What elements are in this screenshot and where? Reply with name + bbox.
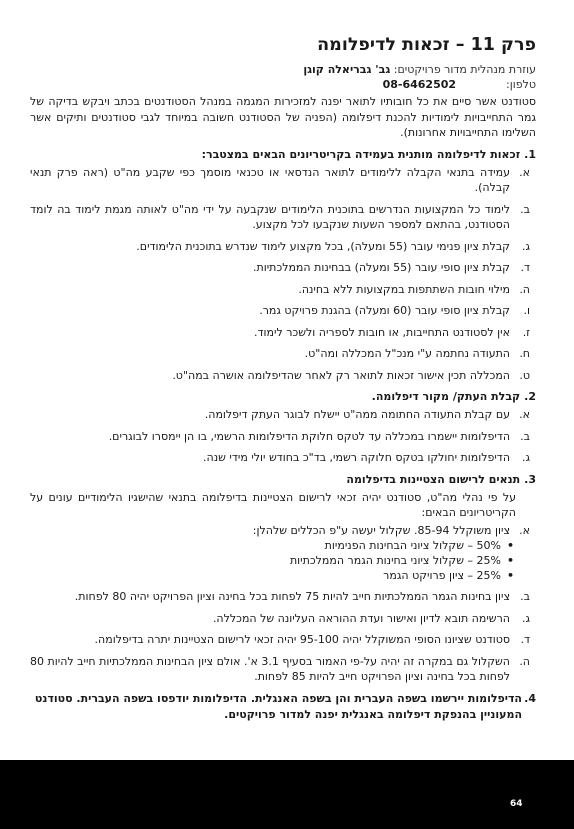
section-3 [30,472,536,685]
item-text: עם קבלת התעודה החתומה ממה"ט יישלח לבוגר העתק דיפלומה. [204,408,510,421]
item-text: סטודנט שציונו הסופי המשוקלל יהיה 95-100 יהיה זכאי לרישום הצטיינות יתרה בדיפלומה. [94,633,510,646]
item-text: התעודה נחתמה ע"י מנכ"ל המכללה ומה"ט. [304,347,510,360]
list-item [30,407,536,423]
item-marker: ח. [519,347,530,360]
list-item [30,165,536,196]
item-marker: ד. [520,633,530,646]
bullet-text: 50% – שקלול ציוני הבחינות הפנימיות [324,539,501,552]
item-text: ציון משוקלל 85-94. שקלול יעשה ע"פ הכללים שלהלן: [252,523,510,537]
item-marker: ב. [520,202,530,216]
item-marker: א. [519,165,530,179]
bullet-item [30,553,514,568]
list-item [30,654,536,685]
page-footer [0,760,574,829]
list-item [30,611,536,627]
item-marker: ד. [520,261,530,274]
section-number: 2. [524,390,536,403]
weighting-bullets [30,538,536,583]
item-marker: א. [519,408,530,421]
list-item [30,589,536,605]
section-title: תנאים לרישום הצטיינות בדיפלומה [346,472,521,486]
section-number: 4. [524,691,536,705]
list-item [30,346,536,362]
list-item [30,282,536,298]
list-item [30,368,536,384]
item-marker: ה. [519,654,530,668]
item-marker: ג. [521,239,530,253]
item-marker: ג. [521,611,530,625]
section-title: זכאות לדיפלומה מותנית בעמידה בקריטריונים הבאים במצטבר: [201,147,521,161]
page-title: פרק 11 – זכאות לדיפלומה [317,35,536,55]
item-text: הרשימה תובא לדיון ואישור ועדת ההוראה העליונה של המכללה. [212,611,510,625]
item-text: קבלת ציון סופי עובר (55 ומעלה) בבחינות הממלכתיות. [252,261,510,274]
bullet-text: 25% – ציון פרויקט הגמר [383,569,501,582]
item-marker: ט. [519,368,530,382]
section-heading [30,389,536,404]
item-text: הדיפלומות יישמרו במכללה עד לטקס חלוקת הדיפלומות הרשמי, בו הן יימסרו לבוגרים. [108,429,510,443]
item-text: אין לסטודנט התחייבות, או חובות לספריה ולשכר לימוד. [254,325,510,339]
page-number: 64 [510,799,523,809]
item-text: המכללה תכין אישור זכאות לתואר רק לאחר שהדיפלומה אושרה במה"ט. [172,368,510,382]
item-marker: א. [519,523,530,537]
item-text: מילוי חובות השתתפות במקצועות ללא בחינה. [298,282,510,296]
item-text: עמידה בתנאי הקבלה ללימודים לתואר הנדסאי או טכנאי מוסמך כפי שקבע מה"ט (ראה פרק תנאי קבלה). [30,165,510,194]
bullet-icon: • [506,539,514,552]
list-item [30,260,536,276]
criteria-list [30,165,536,384]
contact-block [30,62,536,92]
excellence-list-cont [30,589,536,685]
bullet-item [30,538,514,553]
item-text: השקלול גם במקרה זה יהיה על-פי האמור בסעיף 3.1 א'. אולם ציון הבחינות הממלכתיות חייב להיות 80 לפחות בכל בחינה וציון הפרויקט חייב להיות 85 לפחות. [30,654,510,683]
bullet-text: 25% – שקלול ציוני בחינות הגמר הממלכתיות [289,554,501,567]
item-text: ציון בחינות הגמר הממלכתיות חייב להיות 75 לפחות בכל בחינה וציון הפרויקט יהיה 80 לפחות. [74,590,510,603]
item-text: קבלת ציון סופי עובר (60 ומעלה) בהגנת פרויקט גמר. [259,304,510,317]
item-marker: ז. [522,325,530,339]
item-text: קבלת ציון פנימי עובר (55 ומעלה), בכל מקצוע לימוד שנדרש בתוכנית הלימודים. [136,239,510,253]
item-marker: ג. [521,451,530,464]
section-number: 1. [524,147,536,161]
intro-paragraph: סטודנט אשר סיים את כל חובותיו לתואר יפנה למזכירות המגמה במנהל הסטודנטים בכתב ויבקש בדיקה של גמר התחייבויות לימודיות להכנת דיפלומה (הפניה של הסטודנט חשובה במיוחד לגבי סטודנטים ותיקים אשר השלימו התחייבויות אחרונות). [30,95,536,139]
item-marker: ב. [520,590,530,603]
bullet-icon: • [506,569,514,582]
item-marker: ה. [519,282,530,296]
item-marker: ב. [520,429,530,443]
bullet-icon: • [506,554,514,567]
assistant-name: גב' גבריאלה קוגן [303,63,391,76]
list-item [30,429,536,445]
section-heading [30,147,536,162]
section-4 [30,691,536,723]
phone-value: 08-6462502 [382,78,457,91]
item-marker: ו. [523,304,530,317]
list-item [30,632,536,648]
diploma-list [30,407,536,466]
section-heading [30,472,536,487]
excellence-list [30,523,536,539]
section-2 [30,389,536,466]
section-title: קבלת העתק/ מקור דיפלומה. [371,390,521,403]
list-item [30,239,536,255]
list-item [30,325,536,341]
assistant-line [30,62,536,77]
section-1 [30,147,536,384]
section-number: 3. [524,472,536,486]
list-item [30,202,536,233]
section-paragraph: על פי נהלי מה"ט, סטודנט יהיה זכאי לרישום הצטיינות בדיפלומה בתנאי שהישגיו הלימודיים עונים על הקריטריונים הבאים: [30,490,516,519]
assistant-label: עוזרת מנהלית מדור פרויקטים: [393,63,536,76]
page-content [30,34,536,723]
bullet-item [30,568,514,583]
section-text: הדיפלומות יירשמו בשפה העברית והן בשפה האנגלית. הדיפלומות יודפסו בשפה העברית. סטודנט המעוניין בהנפקת דיפלומה באנגלית יפנה למדור פרויקטים. [34,691,522,721]
list-item [30,450,536,466]
list-item [30,523,536,539]
phone-label: טלפון: [506,78,536,91]
item-text: לימוד כל המקצועות הנדרשים בתוכנית הלימודים שנקבעה על ידי מה"ט לאותה מגמת לימוד בה לומד הסטודנט, בהתאם למספר השעות שנקבעו לכל מקצוע. [30,202,510,231]
item-text: הדיפלומות יחולקו בטקס חלוקה רשמי, בד"כ בחודש יולי מידי שנה. [203,451,510,464]
phone-line [30,77,536,92]
list-item [30,303,536,319]
